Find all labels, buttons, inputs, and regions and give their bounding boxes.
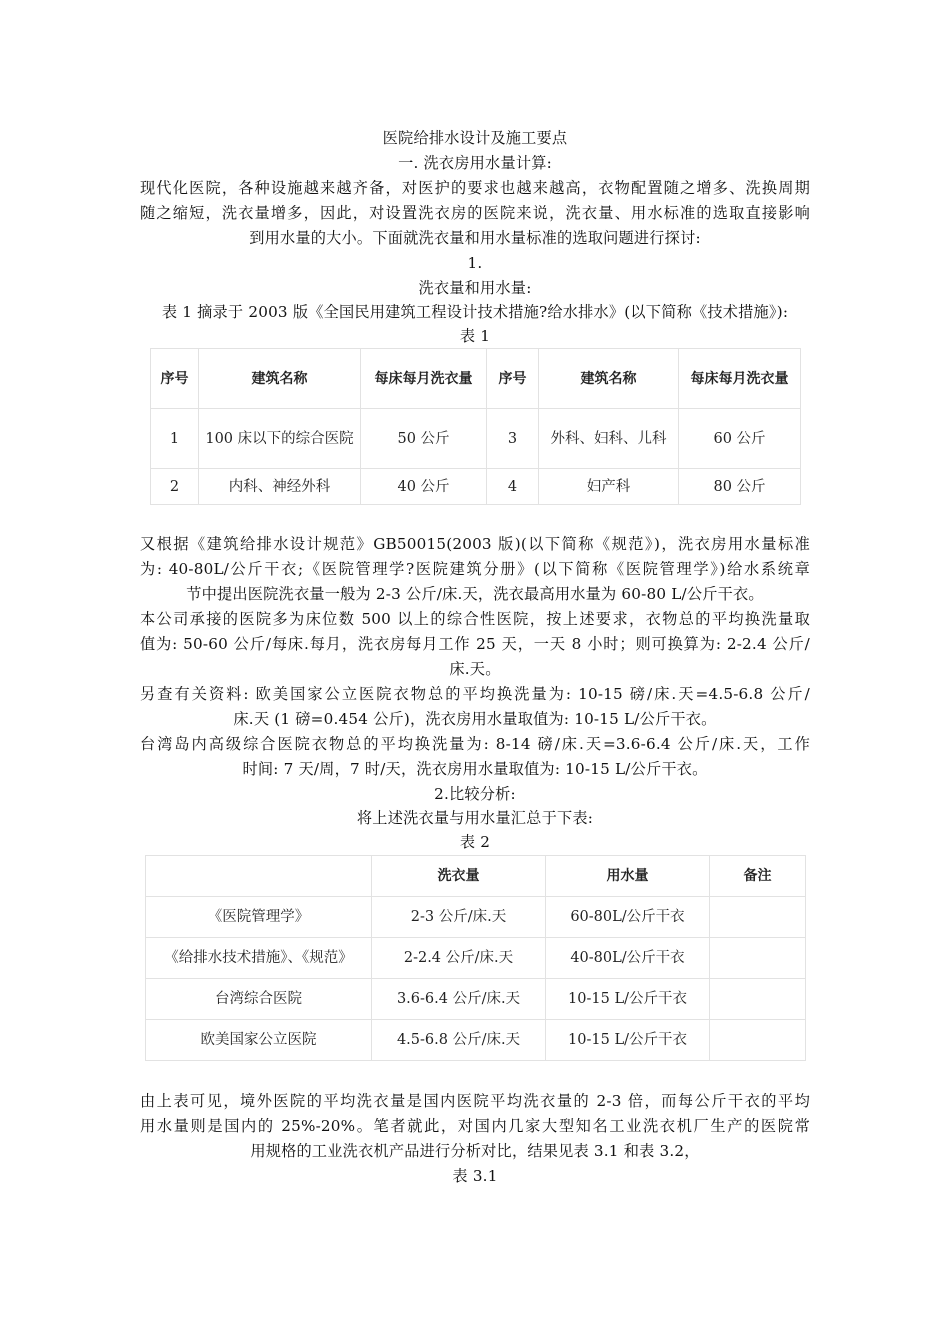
table-cell: 《医院管理学》	[146, 897, 372, 938]
table1-intro: 表 1 摘录于 2003 版《全国民用建筑工程设计技术措施?给水排水》(以下简称《技术措施》):	[161, 303, 789, 321]
table-cell	[710, 897, 806, 938]
paragraph-line: 台湾岛内高级综合医院衣物总的平均换洗量为: 8-14 磅/床.天=3.6-6.4 公斤/床.天，工作	[140, 735, 810, 753]
paragraph-line: 由上表可见，境外医院的平均洗衣量是国内医院平均洗衣量的 2-3 倍，而每公斤干衣的平均	[140, 1092, 810, 1110]
paragraph-line: 为: 40-80L/公斤干衣;《医院管理学?医院建筑分册》(以下简称《医院管理学》)给水系统章	[140, 560, 810, 578]
paragraph-line: 本公司承接的医院多为床位数 500 以上的综合性医院，按上述要求，衣物总的平均换洗量取	[140, 610, 810, 628]
paragraph-line: 又根据《建筑给排水设计规范》GB50015(2003 版)(以下简称《规范》)，洗衣房用水量标准	[140, 535, 810, 553]
table-row	[151, 409, 801, 469]
table2-caption: 表 2	[459, 833, 491, 851]
table-cell	[710, 979, 806, 1020]
table3-caption: 表 3.1	[452, 1167, 498, 1185]
paragraph-line: 时间: 7 天/周，7 时/天，洗衣房用水量取值为: 10-15 L/公斤干衣。	[242, 760, 708, 778]
paragraph-line: 到用水量的大小。下面就洗衣量和用水量标准的选取问题进行探讨:	[249, 229, 701, 247]
table-cell: 《给排水技术措施》、《规范》	[146, 938, 372, 979]
paragraph-line: 床.天。	[449, 660, 501, 678]
table-header-cell: 备注	[710, 856, 806, 897]
table-header-cell: 每床每月洗衣量	[679, 349, 801, 409]
paragraph-line: 现代化医院，各种设施越来越齐备，对医护的要求也越来越高，衣物配置随之增多、洗换周期	[140, 179, 810, 197]
table-header-cell: 每床每月洗衣量	[361, 349, 487, 409]
list-number: 1.	[467, 254, 483, 272]
table-2	[145, 855, 806, 1061]
table-cell: 台湾综合医院	[146, 979, 372, 1020]
table-header-cell: 序号	[487, 349, 539, 409]
table-cell: 60 公斤	[679, 409, 801, 469]
table-cell: 10-15 L/公斤干衣	[546, 979, 710, 1020]
table-cell: 60-80L/公斤干衣	[546, 897, 710, 938]
table-cell: 妇产科	[539, 469, 679, 505]
table-header-row	[146, 856, 806, 897]
table-cell: 40 公斤	[361, 469, 487, 505]
table-header-cell: 建筑名称	[199, 349, 361, 409]
table-cell: 50 公斤	[361, 409, 487, 469]
table-header-cell: 建筑名称	[539, 349, 679, 409]
table-header-row	[151, 349, 801, 409]
subheading: 2.比较分析:	[434, 785, 516, 803]
paragraph-line: 用水量则是国内的 25%-20%。笔者就此，对国内几家大型知名工业洗衣机厂生产的医院常	[140, 1117, 810, 1135]
table-header-cell: 洗衣量	[372, 856, 546, 897]
table-row	[146, 897, 806, 938]
table-header-cell: 序号	[151, 349, 199, 409]
paragraph-line: 另查有关资料: 欧美国家公立医院衣物总的平均换洗量为: 10-15 磅/床.天=4.5-6.8 公斤/	[140, 685, 810, 703]
table-cell: 10-15 L/公斤干衣	[546, 1020, 710, 1061]
document-title: 医院给排水设计及施工要点	[382, 129, 568, 147]
paragraph-line: 床.天 (1 磅=0.454 公斤)，洗衣房用水量取值为: 10-15 L/公斤干衣。	[233, 710, 717, 728]
table-cell: 3	[487, 409, 539, 469]
table-cell: 3.6-6.4 公斤/床.天	[372, 979, 546, 1020]
table-row	[146, 938, 806, 979]
paragraph-line: 值为: 50-60 公斤/每床.每月，洗衣房每月工作 25 天，一天 8 小时；则可换算为: 2-2.4 公斤/	[140, 635, 810, 653]
table-cell: 100 床以下的综合医院	[199, 409, 361, 469]
section-heading: 一. 洗衣房用水量计算:	[398, 154, 552, 172]
table-cell: 欧美国家公立医院	[146, 1020, 372, 1061]
table-header-cell	[146, 856, 372, 897]
table-cell: 内科、神经外科	[199, 469, 361, 505]
paragraph-line: 随之缩短，洗衣量增多，因此，对设置洗衣房的医院来说，洗衣量、用水标准的选取直接影响	[140, 204, 810, 222]
table-cell: 4	[487, 469, 539, 505]
table-row	[151, 469, 801, 505]
subheading: 洗衣量和用水量:	[418, 279, 532, 297]
table2-intro: 将上述洗衣量与用水量汇总于下表:	[356, 809, 594, 827]
table-row	[146, 979, 806, 1020]
table-cell: 2-3 公斤/床.天	[372, 897, 546, 938]
table-cell	[710, 1020, 806, 1061]
table-cell	[710, 938, 806, 979]
table-header-cell: 用水量	[546, 856, 710, 897]
paragraph-line: 节中提出医院洗衣量一般为 2-3 公斤/床.天，洗衣最高用水量为 60-80 L/公斤干衣。	[186, 585, 764, 603]
table1-caption: 表 1	[459, 327, 491, 345]
table-cell: 80 公斤	[679, 469, 801, 505]
paragraph-line: 用规格的工业洗衣机产品进行分析对比，结果见表 3.1 和表 3.2，	[250, 1142, 700, 1160]
table-cell: 1	[151, 409, 199, 469]
table-cell: 4.5-6.8 公斤/床.天	[372, 1020, 546, 1061]
table-cell: 2	[151, 469, 199, 505]
table-1	[150, 348, 801, 505]
table-cell: 外科、妇科、儿科	[539, 409, 679, 469]
table-row	[146, 1020, 806, 1061]
table-cell: 40-80L/公斤干衣	[546, 938, 710, 979]
table-cell: 2-2.4 公斤/床.天	[372, 938, 546, 979]
